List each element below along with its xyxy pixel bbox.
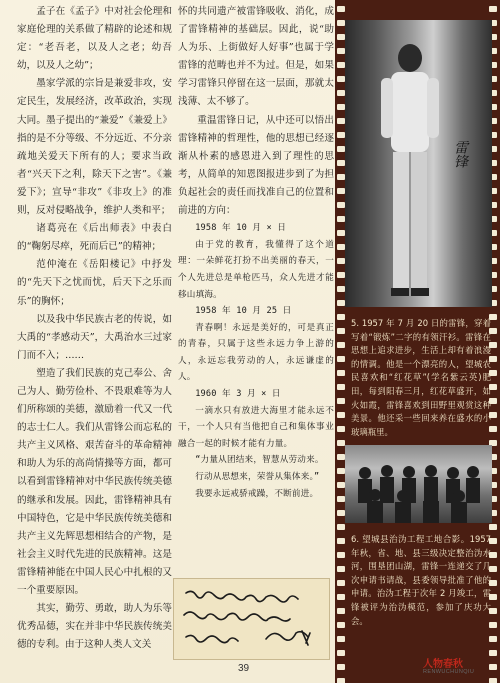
film-perforation [337,426,345,432]
text-column-middle [178,3,334,502]
film-perforation [337,118,345,124]
paragraph: 孟子在《孟子》中对社会伦理和家庭伦理的关系做了精辟的论述和规定：“老吾老，以及人之老；幼吾幼，以及人之幼”； [17,6,172,72]
magazine-brand: 人物春秋 [423,659,463,670]
poem-line: “力量从团结来，智慧从劳动来。 [195,455,324,466]
film-perforation [337,384,345,390]
film-perforation [337,286,345,292]
diary-date: 1960 年 3 月 × 日 [195,389,281,400]
film-perforation [337,244,345,250]
film-perforation [337,258,345,264]
film-perforation [489,664,497,670]
film-perforation [337,482,345,488]
text-column-left [17,3,172,654]
group-figures [345,445,492,523]
film-perforation [337,202,345,208]
film-perforation [337,230,345,236]
poem-line: 我要永远戒骄戒躁，不断前进。 [195,488,319,499]
film-perforation [337,90,345,96]
film-perforation [337,356,345,362]
film-perforation [337,398,345,404]
paragraph: 诸葛亮在《后出师表》中表白的“鞠躬尽瘁，死而后已”的精神； [17,223,172,253]
film-perforation [337,678,345,683]
film-perforation [337,454,345,460]
diary-entry: 青春啊！永远是美好的，可是真正的青春，只属于这些永远力争上游的人，永远忘我劳动的人，永远谦虚的人。 [178,322,334,383]
film-perforation [337,664,345,670]
film-perforation [337,272,345,278]
paragraph: 重温雷锋日记，从中还可以悟出雷锋精神的哲理性，他的思想已经逐渐从朴素的感恩进入到了理性的思考，从简单的知恩图报进步到了为担负起社会的责任而找准自己的位置和前进的方向： [178,114,334,217]
diary-entry: 一滴水只有放进大海里才能永远不干，一个人只有当他把自己和集体事业融合一起的时候才能有力量。 [178,405,334,449]
film-perforation [337,300,345,306]
film-perforation [337,160,345,166]
diary-date: 1958 年 10 月 25 日 [195,306,292,317]
film-perforation [337,48,345,54]
film-perforation [489,524,497,530]
diary-date: 1958 年 10 月 × 日 [195,223,287,234]
film-perforation [337,6,345,12]
film-perforation [337,314,345,320]
film-perforation [337,594,345,600]
film-perforation [337,636,345,642]
film-perforation [337,650,345,656]
film-perforation [337,62,345,68]
film-perforation [337,538,345,544]
film-perforation [337,608,345,614]
film-perforation [337,622,345,628]
photo-group-portrait [345,445,492,523]
film-perforation [489,636,497,642]
film-perforation [337,342,345,348]
paragraph: 其实，勤劳、勇敢，助人为乐等优秀品德，实在并非中华民族传统美德的专利。由于这种人类人文关 [17,603,172,651]
film-perforation [337,34,345,40]
paragraph: 塑造了我们民族的克己奉公、舍己为人、勤劳俭朴、不畏艰难等为人们所称颂的美德，激励着一代又一代的志士仁人。我们从雷锋公而忘私的共产主义风格、艰苦奋斗的革命精神和助人为乐的高尚情操等方面，都可以看到雷锋精神对中华民族传统美德的继承和发展。因此，雷锋精神具有中国特色，它是中华民族传统美德和共产主义先辉思想相结合的产物，是社会主义时代先进的民族精神。这是雷锋精神能在中国人民心中扎根的又一个重要原因。 [17,367,172,596]
film-perforation [489,678,497,683]
person-figure [377,36,443,298]
film-perforation [337,328,345,334]
photo-lei-feng-portrait [345,20,492,307]
page-number: 39 [238,663,250,674]
film-perforation [337,552,345,558]
film-perforation [337,510,345,516]
film-perforation [337,104,345,110]
film-perforation [489,650,497,656]
film-perforation [337,146,345,152]
diary-entry: 由于党的教育，我懂得了这个道理：一朵鲜花打扮不出美丽的春天，一个人先进总是单枪匹马，众人先进才能移山填海。 [178,239,334,300]
film-perforation [337,216,345,222]
film-perforation [337,370,345,376]
photo-caption: 6. 望城县治沩工程工地合影。1957 年秋，省、地、县三级决定整治沩水河，围垦团山湖，雷锋一连递交了几次申请书请战，县委领导批准了他的申请。治沩工程于次年 2 月竣工，雷锋被评为治沩模范，参加了庆功大会。 [351,534,491,626]
film-perforation [337,188,345,194]
photo-caption: 5. 1957 年 7 月 20 日的雷锋，穿着写着“锻炼”二字的有领汗衫。雷锋在思想上追求进步，生活上却有着浪漫的情调。他是一个漂亮的人，望城农民喜欢和“红花草”(学名紫云英)肥田，每到阳春三月，红花草盛开，如火如霞，雷锋喜欢到田野里观赏这种美景。他还采一些回来养在盛水的小玻璃瓶里。 [351,318,491,437]
film-perforation [337,174,345,180]
paragraph: 墨家学派的宗旨是兼爱非攻，安定民生，发展经济，改革政治，实现大同。墨子提出的“兼爱”《兼爱上》指的是不分等级、不分远近、不分亲疏地关爱天下所有的人；要求当政者“兴天下之利，除天下之害”。《兼爱下》；宣导“非攻”《非攻上》的准则，反对侵略战争，维护人类和平； [17,78,172,217]
film-perforation [337,496,345,502]
film-perforation [337,412,345,418]
magazine-brand-pinyin: RENWUCHUNQIU [423,669,475,675]
handwritten-signature: 雷锋 [452,140,468,168]
film-perforation [489,6,497,12]
paragraph: 以及我中华民族古老的传说，如大禹的“孝感动天”，大禹治水三过家门而不入；…… [17,313,172,361]
paragraph: 怀的共同遗产被雷锋吸收、消化，成了雷锋精神的基础层。因此，说“助人为乐、上街做好人好事”也属于学雷锋的范畴也并不为过。但是，如果学习雷锋只停留在这一层面，那就太浅薄、太不够了。 [178,6,334,108]
film-perforation [337,132,345,138]
film-perforation [337,440,345,446]
poem-line: 行动从思想来，荣誉从集体来。” [195,472,320,483]
calligraphy-inscription-image [173,578,330,660]
film-perforation [337,468,345,474]
film-perforation [337,566,345,572]
film-perforation [337,524,345,530]
calligraphy-strokes [174,579,331,661]
film-perforation [337,20,345,26]
film-perforation [337,76,345,82]
film-perforation [337,580,345,586]
paragraph: 范仲淹在《岳阳楼记》中抒发的“先天下之忧而忧，后天下之乐而乐”的胸怀； [17,259,172,307]
